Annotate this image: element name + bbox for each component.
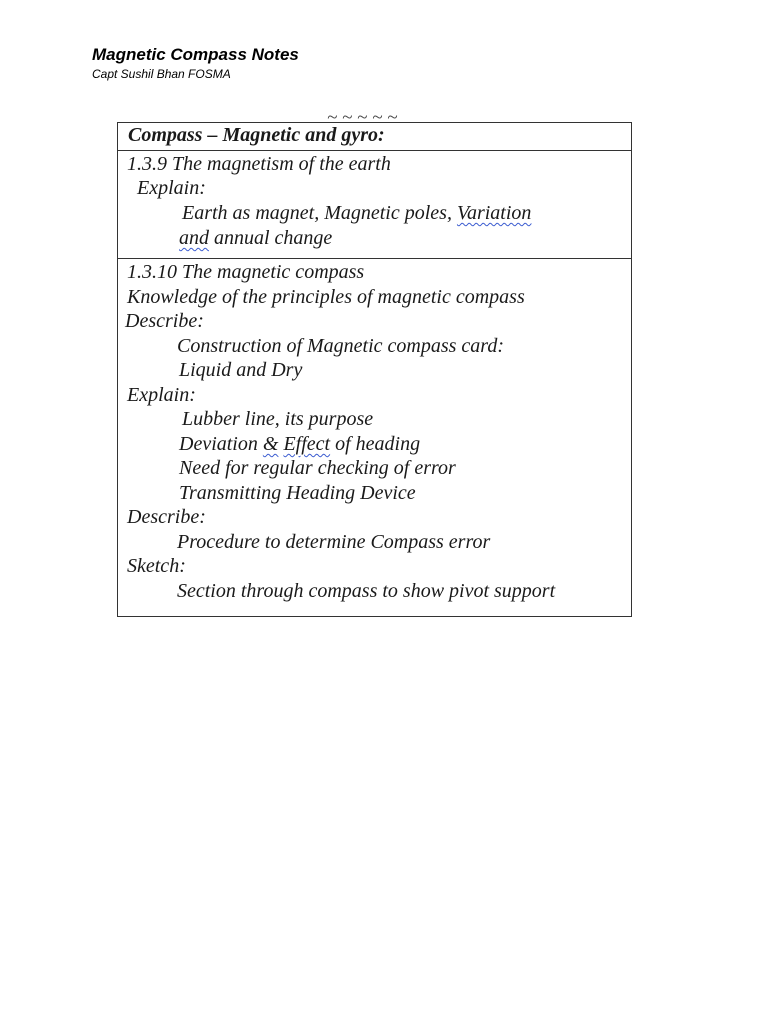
- need-line: Need for regular checking of error: [179, 457, 456, 479]
- deviation-line: Deviation & Effect of heading: [179, 433, 421, 455]
- syllabus-table: [117, 122, 632, 617]
- spelling-underline: Effect: [283, 433, 331, 455]
- spelling-underline: and: [179, 227, 209, 249]
- section-1-line-2: and annual change: [179, 227, 333, 249]
- sketch-label: Sketch:: [127, 555, 186, 577]
- section-1-explain-label: Explain:: [137, 177, 206, 199]
- section-2-title: 1.3.10 The magnetic compass: [127, 261, 365, 283]
- section-2-knowledge: Knowledge of the principles of magnetic compass: [127, 286, 525, 308]
- transmitting-line: Transmitting Heading Device: [179, 482, 416, 504]
- procedure-line: Procedure to determine Compass error: [177, 531, 491, 553]
- lubber-line: Lubber line, its purpose: [182, 408, 374, 430]
- document-title: Magnetic Compass Notes: [92, 45, 299, 64]
- table-heading: Compass – Magnetic and gyro:: [128, 124, 385, 146]
- section-line: Section through compass to show pivot support: [177, 580, 556, 602]
- section-1-line-1: Earth as magnet, Magnetic poles, Variation: [182, 202, 532, 224]
- spelling-underline: Variation: [456, 202, 532, 224]
- document-author: Capt Sushil Bhan FOSMA: [92, 67, 231, 81]
- syllabus-image: [117, 107, 630, 617]
- describe-label-1: Describe:: [125, 310, 204, 332]
- spelling-underline: &: [262, 433, 279, 455]
- describe-label-2: Describe:: [127, 506, 206, 528]
- section-1-title: 1.3.9 The magnetism of the earth: [127, 153, 391, 175]
- table-heading-row: [118, 122, 631, 151]
- document-header: [92, 44, 299, 82]
- section-1-3-9: [118, 151, 631, 259]
- construction-line: Construction of Magnetic compass card:: [177, 335, 505, 357]
- liquid-dry-line: Liquid and Dry: [179, 359, 303, 381]
- explain-label-2: Explain:: [127, 384, 196, 406]
- cropped-previous-line: ~ ~ ~ ~ ~: [327, 107, 398, 128]
